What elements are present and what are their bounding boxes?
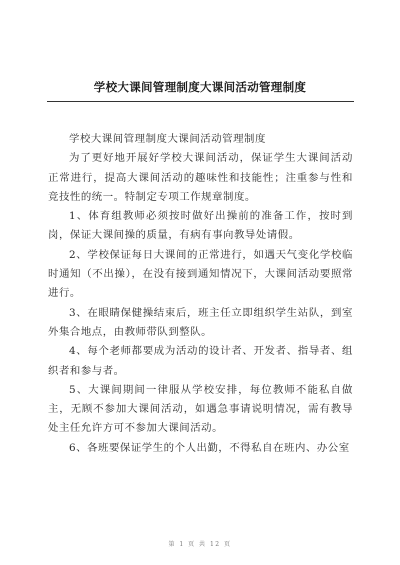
- paragraph-rule-1: 1、体育组教师必须按时做好出操前的准备工作，按时到岗，保证大课间操的质量，有病有事向教导处请假。: [48, 210, 353, 242]
- paragraph-rule-5: 5、大课间期间一律服从学校安排，每位教师不能私自做主，无顾不参加大课间活动，如遇急事请说明情况，需有教导处主任允许方可不参加大课间活动。: [48, 383, 353, 435]
- page-number-footer: 第 1 页 共 12 页: [168, 541, 232, 548]
- paragraph-rule-4: 4、每个老师都要成为活动的设计者、开发者、指导者、组织者和参与者。: [48, 345, 353, 377]
- paragraph-rule-6: 6、各班要保证学生的个人出勤，不得私自在班内、办公室: [69, 441, 350, 454]
- title-divider: [47, 101, 354, 102]
- paragraph-intro: 为了更好地开展好学校大课间活动，保证学生大课间活动正常进行，提高大课间活动的趣味性和技能性；注重参与性和竞技性的统一。特制定专项工作规章制度。: [48, 152, 353, 203]
- document-body: [48, 130, 353, 458]
- paragraph-rule-3: 3、在眼睛保健操结束后，班主任立即组织学生站队，到室外集合地点，由教师带队到整队。: [48, 306, 353, 338]
- paragraph-rule-2: 2、学校保证每日大课间的正常进行，如遇天气变化学校临时通知（不出操），在没有接到通知情况下，大课间活动要照常进行。: [48, 248, 353, 300]
- paragraph-heading: 学校大课间管理制度大课间活动管理制度: [69, 133, 266, 145]
- document-title: 学校大课间管理制度大课间活动管理制度: [93, 80, 307, 94]
